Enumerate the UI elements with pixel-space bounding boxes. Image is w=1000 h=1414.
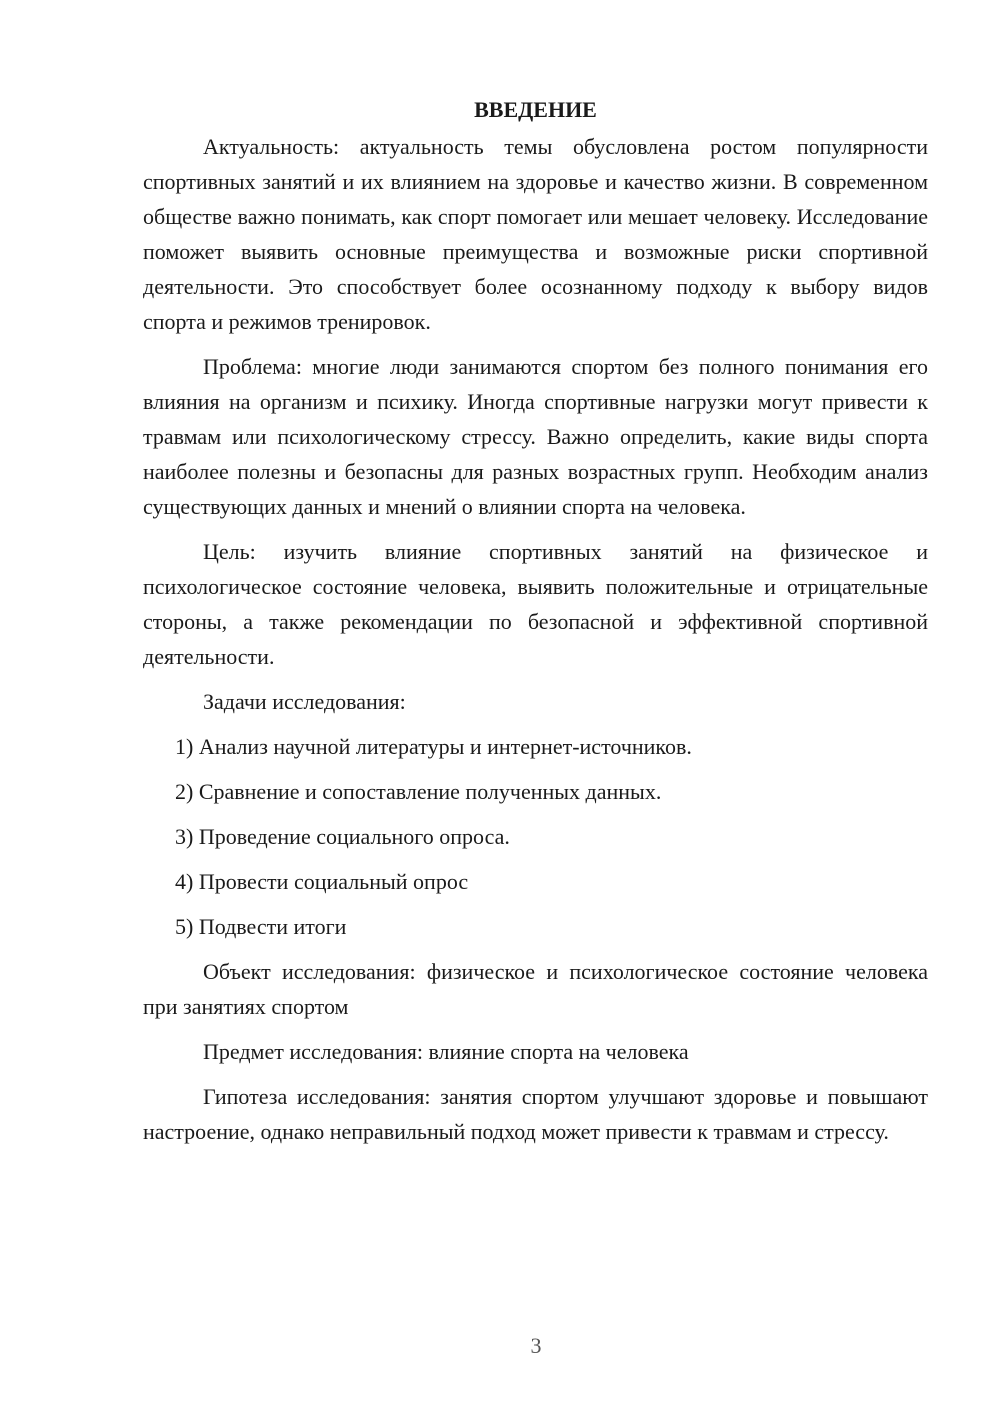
- paragraph-goal: Цель: изучить влияние спортивных занятий на физическое и психологическое состояние человека, выявить положительные и отрицательные стороны, а также рекомендации по безопасной и эффективной спортивной деятельности.: [143, 539, 928, 669]
- list-item: 4) Провести социальный опрос: [175, 869, 469, 894]
- list-item: 5) Подвести итоги: [175, 914, 347, 939]
- paragraph-subject: Предмет исследования: влияние спорта на человека: [203, 1039, 689, 1064]
- list-item: 2) Сравнение и сопоставление полученных данных.: [175, 779, 662, 804]
- paragraph-problem: Проблема: многие люди занимаются спортом без полного понимания его влияния на организм и психику. Иногда спортивные нагрузки могут привести к травмам или психологическому стрессу. Важно определить, какие виды спорта наиболее полезны и безопасны для разных возрастных групп. Необходим анализ существующих данных и мнений о влиянии спорта на человека.: [143, 354, 928, 519]
- paragraph-hypothesis: Гипотеза исследования: занятия спортом улучшают здоровье и повышают настроение, однако неправильный подход может привести к травмам и стрессу.: [143, 1084, 928, 1144]
- tasks-heading: Задачи исследования:: [203, 689, 406, 714]
- paragraph-relevance: Актуальность: актуальность темы обусловлена ростом популярности спортивных занятий и их влиянием на здоровье и качество жизни. В современном обществе важно понимать, как спорт помогает или мешает человеку. Исследование поможет выявить основные преимущества и возможные риски спортивной деятельности. Это способствует более осознанному подходу к выбору видов спорта и режимов тренировок.: [143, 134, 928, 334]
- page-title: ВВЕДЕНИЕ: [474, 97, 597, 122]
- tasks-list: [143, 729, 928, 944]
- paragraph-object: Объект исследования: физическое и психологическое состояние человека при занятиях спортом: [143, 959, 928, 1019]
- list-item: 3) Проведение социального опроса.: [175, 824, 510, 849]
- page-number: 3: [530, 1333, 542, 1358]
- page-content: [143, 92, 928, 1159]
- list-item: 1) Анализ научной литературы и интернет-источников.: [175, 734, 692, 759]
